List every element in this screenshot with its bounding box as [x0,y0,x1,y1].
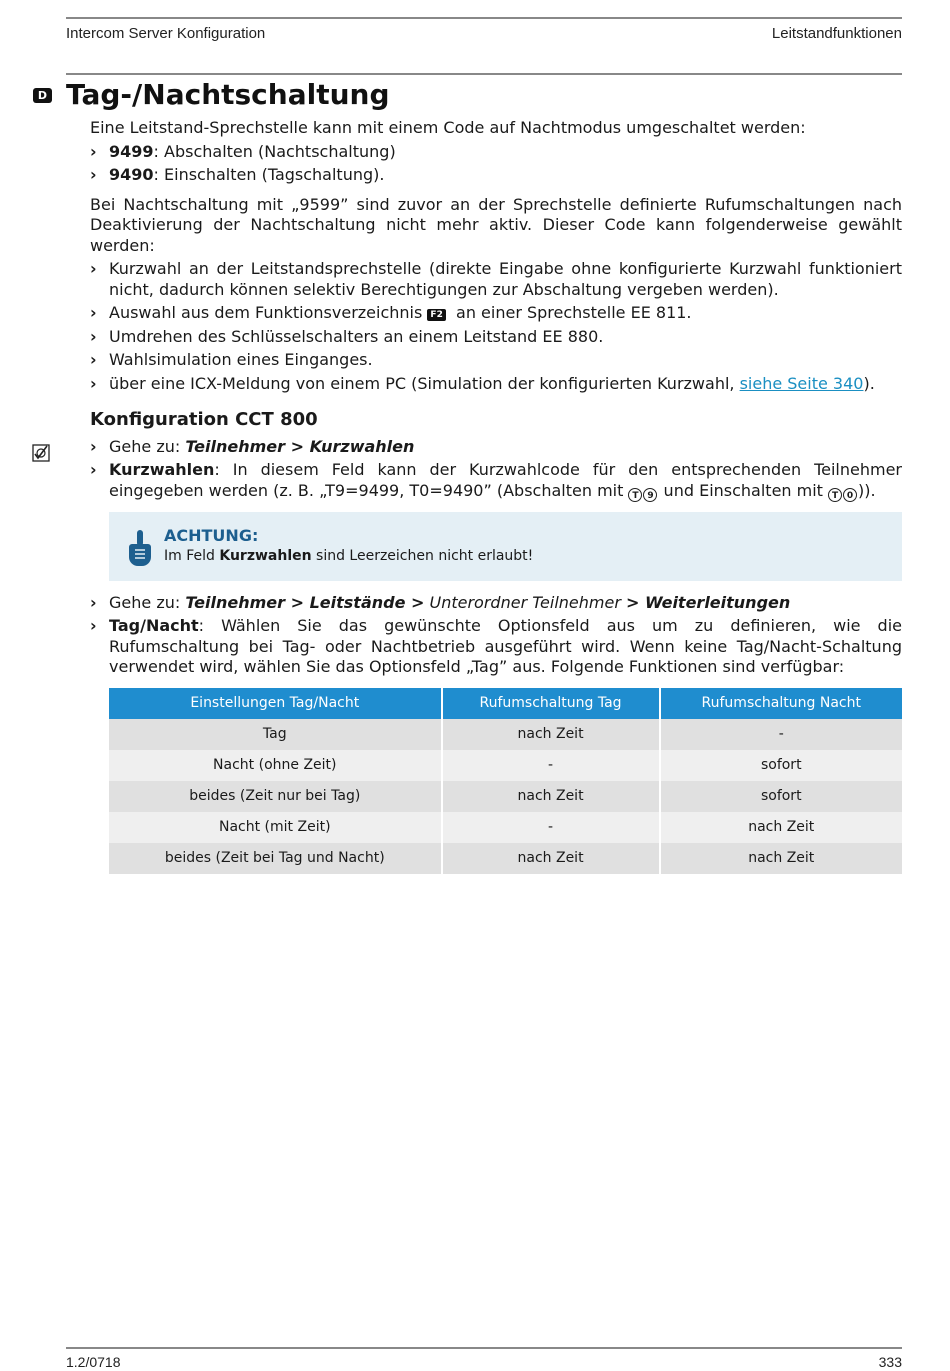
column-header: Rufumschaltung Tag [442,688,660,719]
warning-text-part: Im Feld [164,547,220,564]
table-cell: - [442,812,660,843]
table-cell: Tag [109,719,442,750]
page-title: Tag-/Nachtschaltung [66,78,390,111]
list-item [90,437,902,458]
page-number: 333 [878,1354,902,1370]
table-row [109,750,902,781]
list-text: über eine ICX-Meldung von einem PC (Simulation der konfigurierten Kurzwahl, [109,373,740,393]
menu-path: Unterordner Teilnehmer [424,592,626,612]
table-cell: Nacht (mit Zeit) [109,812,442,843]
chevron-right-icon: › [90,326,97,346]
column-header: Einstellungen Tag/Nacht [109,688,442,719]
page-header [66,17,902,75]
table-cell: beides (Zeit bei Tag und Nacht) [109,843,442,874]
list-text: Kurzwahl an der Leitstandsprechstelle (direkte Eingabe ohne konfigurierte Kurzwahl funktioniert nicht, dadurch können selektiv Berechtigungen zur Abschaltung vergeben werden). [109,259,902,299]
menu-path: Teilnehmer > Kurzwahlen [185,436,415,456]
list-text: Umdrehen des Schlüsselschalters an einem Leitstand EE 880. [109,326,604,346]
edit-note-icon [32,444,50,462]
list-text: ). [863,373,875,393]
explanation-paragraph: Bei Nachtschaltung mit „9599” sind zuvor an der Sprechstelle definierte Rufumschaltungen nach Deaktivierung der Nachtschaltung nicht mehr aktiv. Dieser Code kann folgenderweise gewählt werden: [90,194,902,255]
table-row [109,719,902,750]
code-value: 9499 [109,141,154,161]
table-row [109,812,902,843]
list-item [90,460,902,502]
page-footer [66,1347,902,1370]
list-text: Auswahl aus dem Funktionsverzeichnis [109,303,423,322]
key-0-icon: 0 [843,488,857,502]
field-desc: : Wählen Sie das gewünschte Optionsfeld aus um zu definieren, wie die Rufumschaltung bei Tag- oder Nachtbetrieb ausgeführt wird. Wenn keine Tag/Nacht-Schaltung verwendet wird, wählen Sie das Optionsfeld „Tag” aus. Folgende Funktionen sind verfügbar: [109,616,902,676]
menu-path: > Weiterleitungen [625,592,791,612]
code-value: 9490 [109,165,154,184]
function-key-icon: F2 [427,309,445,321]
chevron-right-icon: › [90,592,97,612]
field-desc: : In diesem Feld kann der Kurzwahlcode für den entsprechenden Teilnehmer eingegeben werden (z. B. „T9=9499, T0=9490” (Abschalten mit [109,460,902,500]
list-item [90,616,902,678]
list-item [90,350,902,371]
chevron-right-icon: › [90,350,97,369]
menu-path: Teilnehmer > Leitstände > [185,592,425,612]
list-text: Wahlsimulation eines Einganges. [109,350,373,369]
column-header: Rufumschaltung Nacht [660,688,902,719]
table-cell: Nacht (ohne Zeit) [109,750,442,781]
main-content [90,118,902,874]
step-prefix: Gehe zu: [109,592,186,612]
chevron-right-icon: › [90,460,97,479]
list-item [90,142,902,163]
key-t-icon: T [828,488,842,502]
field-label: Kurzwahlen [109,460,215,479]
step-prefix: Gehe zu: [109,436,186,456]
list-item [90,593,902,614]
code-desc: : Einschalten (Tagschaltung). [153,165,385,184]
language-badge: D [33,88,52,103]
table-cell: sofort [660,781,902,812]
chevron-right-icon: › [90,616,97,635]
code-desc: : Abschalten (Nachtschaltung) [153,141,396,161]
page-reference-link[interactable]: siehe Seite 340 [739,373,864,393]
warning-text-part: sind Leerzeichen nicht erlaubt! [311,547,534,564]
table-cell: nach Zeit [442,781,660,812]
pointing-hand-icon [129,530,151,566]
table-cell: nach Zeit [660,812,902,843]
list-text: an einer Sprechstelle EE 811. [456,303,692,322]
chevron-right-icon: › [90,165,97,184]
table-cell: nach Zeit [442,843,660,874]
field-desc: und Einschalten mit [658,480,829,500]
table-header-row [109,688,902,719]
chevron-right-icon: › [90,141,97,161]
list-item [90,374,902,395]
table-cell: - [660,719,902,750]
chevron-right-icon: › [90,373,97,393]
warning-title: ACHTUNG: [164,525,259,545]
list-item [90,165,902,186]
header-section-title: Leitstandfunktionen [771,25,902,42]
warning-field-name: Kurzwahlen [219,547,312,564]
table-cell: sofort [660,750,902,781]
field-label: Tag/Nacht [109,616,199,635]
doc-version: 1.2/0718 [66,1354,121,1370]
list-item [90,259,902,300]
field-desc: )). [858,480,876,500]
list-item [90,327,902,348]
table-cell: nach Zeit [660,843,902,874]
header-doc-title: Intercom Server Konfiguration [66,25,266,42]
section-heading: Konfiguration CCT 800 [90,409,318,430]
list-item [90,303,902,324]
chevron-right-icon: › [90,303,97,322]
warning-text [164,546,890,566]
intro-text: Eine Leitstand-Sprechstelle kann mit einem Code auf Nachtmodus umgeschaltet werden: [90,118,806,137]
table-cell: - [442,750,660,781]
table-cell: nach Zeit [442,719,660,750]
key-9-icon: 9 [643,488,657,502]
function-table [109,688,902,874]
table-cell: beides (Zeit nur bei Tag) [109,781,442,812]
warning-note [109,512,902,581]
chevron-right-icon: › [90,259,97,278]
key-t-icon: T [628,488,642,502]
chevron-right-icon: › [90,436,97,456]
table-row [109,781,902,812]
table-row [109,843,902,874]
